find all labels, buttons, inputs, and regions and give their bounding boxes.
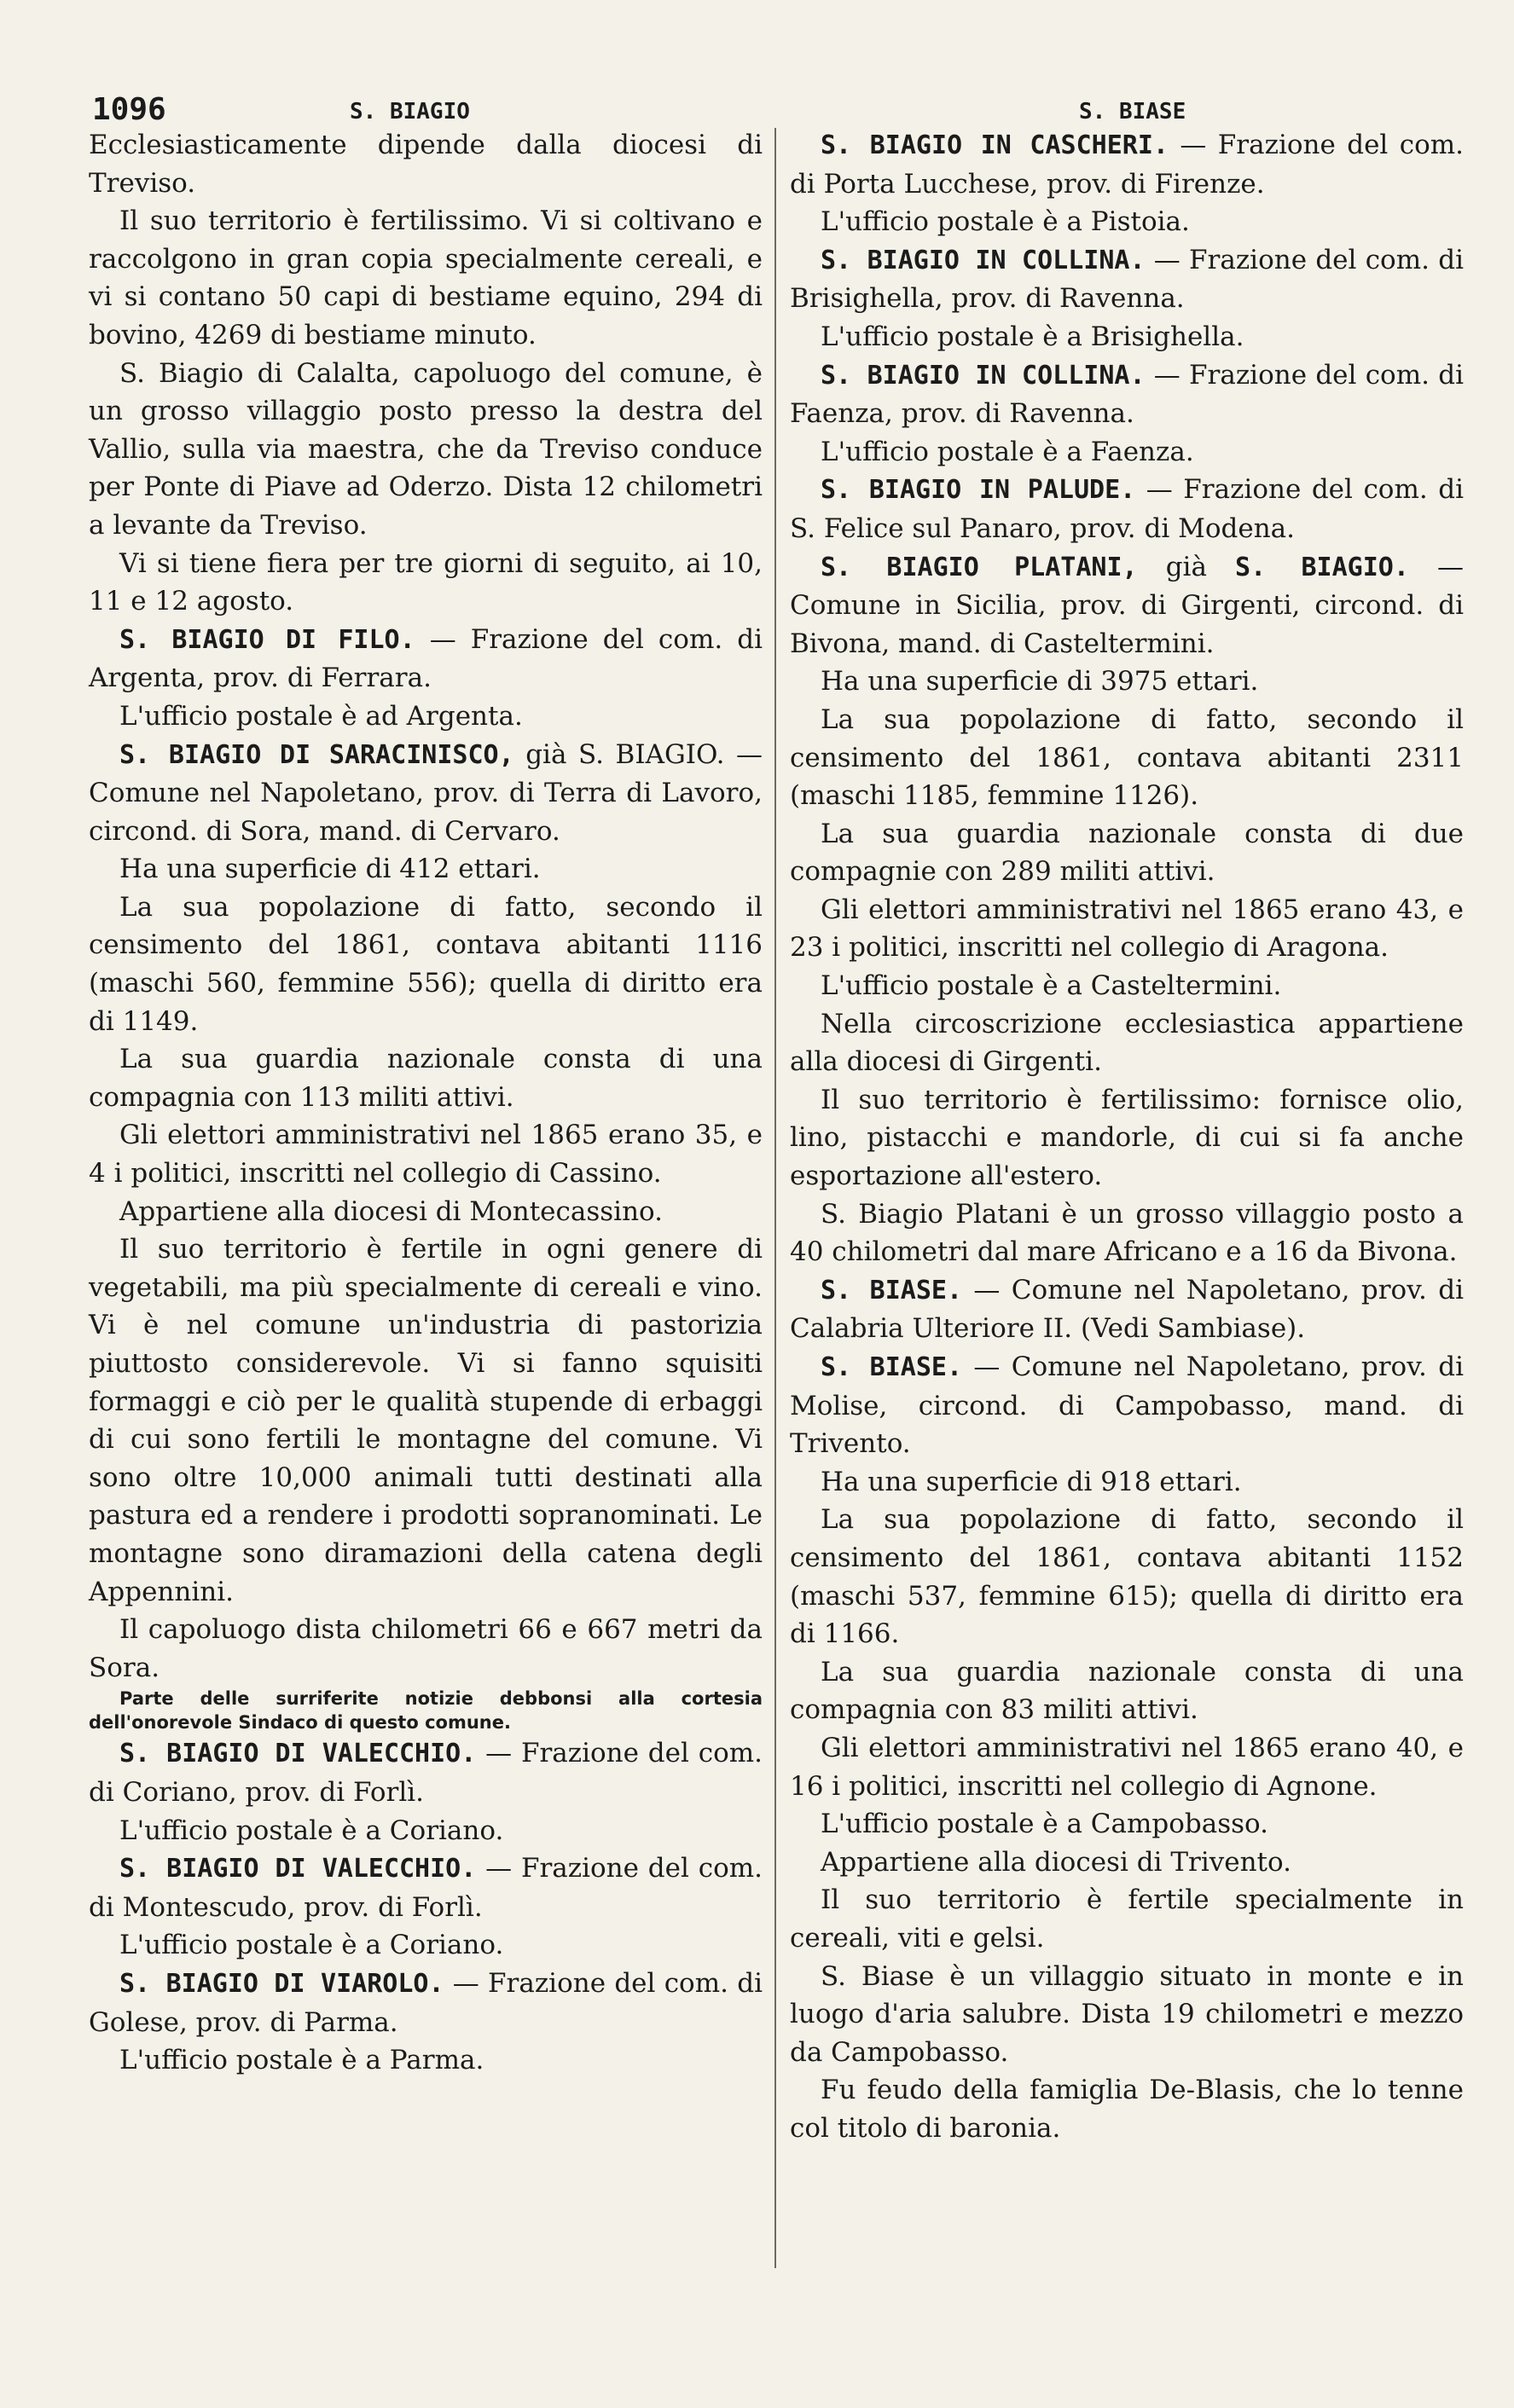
paragraph: Nella circoscrizione ecclesiastica appartiene alla diocesi di Girgenti.	[790, 1008, 1464, 1078]
paragraph: La sua guardia nazionale consta di una compagnia con 83 militi attivi.	[790, 1656, 1464, 1726]
entry-title: S. BIAGIO DI VIAROLO.	[119, 1968, 444, 1999]
entry-title: S. BIAGIO IN CASCHERI.	[821, 130, 1169, 160]
paragraph: Ha una superficie di 412 ettari.	[119, 854, 541, 885]
paragraph: Il suo territorio è fertile specialmente in cereali, viti e gelsi.	[790, 1884, 1464, 1954]
paragraph: L'ufficio postale è a Parma.	[119, 2045, 484, 2076]
paragraph: La sua guardia nazionale consta di due compagnie con 289 militi attivi.	[790, 818, 1464, 888]
entry-title: S. BIAGIO PLATANI,	[821, 552, 1138, 582]
entry-title: S. BIAGIO DI FILO.	[119, 624, 415, 655]
paragraph: Fu feudo della famiglia De-Blasis, che lo tenne col titolo di baronia.	[790, 2075, 1464, 2144]
entry-s-biagio-in-collina	[790, 241, 1464, 318]
paragraph: Il suo territorio è fertile in ogni genere di vegetabili, ma più specialmente di cereali e vino. Vi è nel comune un'industria di pastorizia piuttosto considerevole. Vi si fanno squisiti formaggi e ciò per le qualità stupende di erbaggi di cui sono fertili le montagne del comune. Vi sono oltre 10,000 animali tutti destinati alla pastura ed a rendere i prodotti sopranominati. Le montagne sono diramazioni della catena degli Appennini.	[89, 1234, 763, 1607]
paragraph: L'ufficio postale è a Coriano.	[119, 1930, 504, 1961]
page-number: 1096	[92, 92, 166, 127]
paragraph: L'ufficio postale è ad Argenta.	[119, 700, 523, 732]
entry-s-biagio-di-valecchio	[89, 1734, 763, 1811]
entry-title: S. BIAGIO IN COLLINA.	[821, 360, 1146, 391]
entry-s-biagio-di-viarolo	[89, 1965, 763, 2041]
entry-s-biagio-di-saracinisco	[89, 736, 763, 851]
paragraph: Ha una superficie di 918 ettari.	[821, 1466, 1242, 1497]
paragraph: Appartiene alla diocesi di Trivento.	[821, 1846, 1291, 1878]
paragraph: La sua popolazione di fatto, secondo il censimento del 1861, contava abitanti 2311 (maschi 1185, femmine 1126).	[790, 703, 1464, 812]
entry-s-biagio-di-filo	[89, 621, 763, 698]
entry-text: — Frazione del com. di Porta Lucchese, prov. di Firenze.	[790, 130, 1465, 200]
entry-title: S. BIASE.	[821, 1352, 963, 1382]
paragraph: Ecclesiasticamente dipende dalla diocesi di Treviso.	[89, 130, 763, 199]
paragraph: L'ufficio postale è a Faenza.	[821, 436, 1194, 467]
entry-text: — Frazione del com. di Golese, prov. di Parma.	[89, 1967, 763, 2038]
entry-text: già	[1137, 551, 1236, 582]
page-header	[92, 92, 1457, 130]
entry-text: — Frazione del com. di Faenza, prov. di Ravenna.	[790, 359, 1464, 430]
paragraph: Gli elettori amministrativi nel 1865 erano 43, e 23 i politici, inscritti nel collegio di Aragona.	[790, 894, 1464, 964]
entry-title: S. BIAGIO.	[1235, 552, 1409, 582]
paragraph: La sua popolazione di fatto, secondo il censimento del 1861, contava abitanti 1116 (maschi 560, femmine 556); quella di diritto era di 1149.	[89, 891, 763, 1037]
entry-text: — Comune in Sicilia, prov. di Girgenti, circond. di Bivona, mand. di Casteltermini.	[790, 551, 1464, 659]
paragraph: Vi si tiene fiera per tre giorni di seguito, ai 10, 11 e 12 agosto.	[89, 547, 763, 617]
paragraph: S. Biagio Platani è un grosso villaggio posto a 40 chilometri dal mare Africano e a 16 da Bivona.	[790, 1198, 1464, 1268]
paragraph: L'ufficio postale è a Brisighella.	[821, 321, 1244, 352]
left-column	[89, 126, 763, 2080]
entry-text: già S. BIAGIO. — Comune nel Napoletano, prov. di Terra di Lavoro, circond. di Sora, mand. di Cervaro.	[89, 738, 763, 847]
footnote: Parte delle surriferite notizie debbonsi alla cortesia dell'onorevole Sindaco di questo comune.	[89, 1688, 763, 1734]
entry-s-biagio-in-cascheri	[790, 126, 1464, 203]
running-head-right: S. BIASE	[1079, 99, 1186, 124]
entry-title: S. BIAGIO IN COLLINA.	[821, 245, 1146, 275]
running-head-left: S. BIAGIO	[350, 99, 470, 124]
paragraph: La sua popolazione di fatto, secondo il censimento del 1861, contava abitanti 1152 (maschi 537, femmine 615); quella di diritto era di 1166.	[790, 1504, 1464, 1650]
paragraph: S. Biase è un villaggio situato in monte e in luogo d'aria salubre. Dista 19 chilometri e mezzo da Campobasso.	[790, 1960, 1464, 2068]
entry-s-biase	[790, 1271, 1464, 1348]
entry-title: S. BIAGIO DI SARACINISCO,	[119, 739, 514, 770]
paragraph: Il suo territorio è fertilissimo: fornisce olio, lino, pistacchi e mandorle, di cui si fa anche esportazione all'estero.	[790, 1084, 1464, 1192]
right-column	[790, 126, 1464, 2147]
paragraph: L'ufficio postale è a Campobasso.	[821, 1809, 1269, 1840]
entry-s-biagio-in-palude	[790, 471, 1464, 547]
entry-text: — Comune nel Napoletano, prov. di Calabria Ulteriore II. (Vedi Sambiase).	[790, 1274, 1464, 1345]
entry-title: S. BIAGIO IN PALUDE.	[821, 475, 1136, 506]
paragraph: Il capoluogo dista chilometri 66 e 667 metri da Sora.	[89, 1614, 763, 1683]
paragraph: L'ufficio postale è a Coriano.	[119, 1815, 504, 1846]
entry-title: S. BIASE.	[821, 1275, 963, 1305]
paragraph: Il suo territorio è fertilissimo. Vi si coltivano e raccolgono in gran copia specialmente cereali, e vi si contano 50 capi di bestiame equino, 294 di bovino, 4269 di bestiame minuto.	[89, 205, 763, 350]
paragraph: Gli elettori amministrativi nel 1865 erano 40, e 16 i politici, inscritti nel collegio di Agnone.	[790, 1732, 1464, 1802]
entry-s-biagio-in-collina	[790, 356, 1464, 433]
column-divider	[774, 128, 776, 2268]
entry-text: — Frazione del com. di S. Felice sul Panaro, prov. di Modena.	[790, 474, 1464, 544]
paragraph: La sua guardia nazionale consta di una compagnia con 113 militi attivi.	[89, 1044, 763, 1113]
entry-title: S. BIAGIO DI VALECCHIO.	[119, 1854, 477, 1884]
paragraph: Gli elettori amministrativi nel 1865 erano 35, e 4 i politici, inscritti nel collegio di Cassino.	[89, 1120, 763, 1190]
paragraph: L'ufficio postale è a Pistoia.	[821, 206, 1190, 238]
entry-text: — Frazione del com. di Montescudo, prov. di Forlì.	[89, 1853, 763, 1923]
paragraph: Ha una superficie di 3975 ettari.	[821, 666, 1259, 698]
entry-text: — Frazione del com. di Argenta, prov. di Ferrara.	[89, 623, 763, 694]
entry-s-biagio-di-valecchio	[89, 1849, 763, 1926]
paragraph: L'ufficio postale è a Casteltermini.	[821, 970, 1282, 1002]
entry-s-biase	[790, 1348, 1464, 1463]
entry-text: — Comune nel Napoletano, prov. di Molise, circond. di Campobasso, mand. di Trivento.	[790, 1352, 1464, 1460]
paragraph: S. Biagio di Calalta, capoluogo del comune, è un grosso villaggio posto presso la destra del Vallio, sulla via maestra, che da Treviso conduce per Ponte di Piave ad Oderzo. Dista 12 chilometri a levante da Treviso.	[89, 357, 763, 541]
entry-s-biagio-platani	[790, 548, 1464, 663]
entry-title: S. BIAGIO DI VALECCHIO.	[119, 1739, 477, 1769]
paragraph: Appartiene alla diocesi di Montecassino.	[119, 1195, 664, 1227]
entry-text: — Frazione del com. di Coriano, prov. di Forlì.	[89, 1738, 763, 1808]
entry-text: — Frazione del com. di Brisighella, prov. di Ravenna.	[790, 244, 1464, 315]
